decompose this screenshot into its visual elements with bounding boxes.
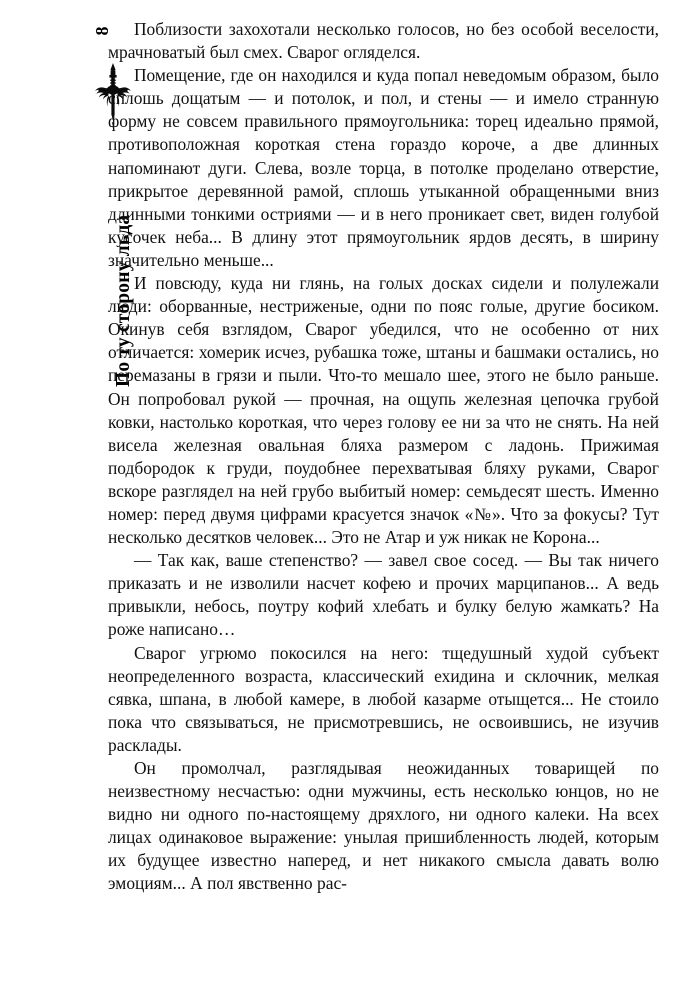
- page-margin-column: [40, 0, 134, 1000]
- paragraph: Он промолчал, разглядывая неожиданных товарищей по неизвестному несчастью: одни мужчины, есть несколько юнцов, но не видно ни одного по-настоящему дряхлого, ни одного калеки. На всех лицах одинаковое выражение: унылая пришибленность людей, которым их будущее известно наперед, и нет никакого смысла давать волю эмоциям... А пол явственно рас-: [108, 758, 659, 894]
- paragraph: Поблизости захохотали несколько голосов, но без особой веселости, мрачноватый был смех. Сварог огляделся.: [108, 19, 659, 63]
- body-text-column: [108, 18, 659, 896]
- paragraph: Сварог угрюмо покосился на него: тщедушный худой субъект неопределенного возраста, классический ехидина и склочник, мелкая сявка, шпана, в любой камере, в любой казарме отыщется... Не стоило пока что связываться, не присмотревшись, не освоившись, не изучив расклады.: [108, 642, 659, 755]
- page-number: 8: [92, 26, 112, 36]
- paragraph: — Так как, ваше степенство? — завел свое сосед. — Вы так ничего приказать и не изволили насчет кофею и прочих марципанов... А ведь привыкли, небось, поутру кофий хлебать и булку белую жамкать? На роже написано…: [108, 550, 659, 640]
- paragraph: И повсюду, куда ни глянь, на голых досках сидели и полулежали люди: оборванные, нестриженые, одни по пояс голые, другие босиком. Окинув себя взглядом, Сварог убедился, что не особенно от них отличается: хомерик исчез, рубашка тоже, штаны и башмаки остались, но перемазаны в грязи и пыли. Что-то мешало шее, этого не было раньше. Он попробовал рукой — прочная, на ощупь железная цепочка грубой ковки, настолько короткая, что через голову ее ни за что не снять. На ней висела железная овальная бляха размером с ладонь. Прижимая подбородок к груди, поудобнее перехватывая бляху руками, Сварог вскоре разглядел на ней грубо выбитый номер: семьдесят шесть. Именно номер: перед двумя цифрами красуется значок «№». Что за фокусы? Тут несколько десятков человек... Это не Атар и уж никак не Корона...: [108, 273, 659, 548]
- running-title: По ту сторону льда: [113, 214, 134, 387]
- paragraph: Помещение, где он находился и куда попал неведомым образом, было сплошь дощатым — и потолок, и пол, и стены — и имело странную форму не совсем правильного прямоугольника: торец идеально прямой, противоположная короткая стена гораздо короче, а две длинных напоминают дуги. Слева, возле торца, в потолке проделано отверстие, прикрытое деревянной рамой, сплошь утыканной обращенными вниз длинными тонкими остриями — и в него проникает свет, виден голубой кусочек неба... В длину этот прямоугольник ярдов десять, в ширину значительно меньше...: [108, 65, 659, 270]
